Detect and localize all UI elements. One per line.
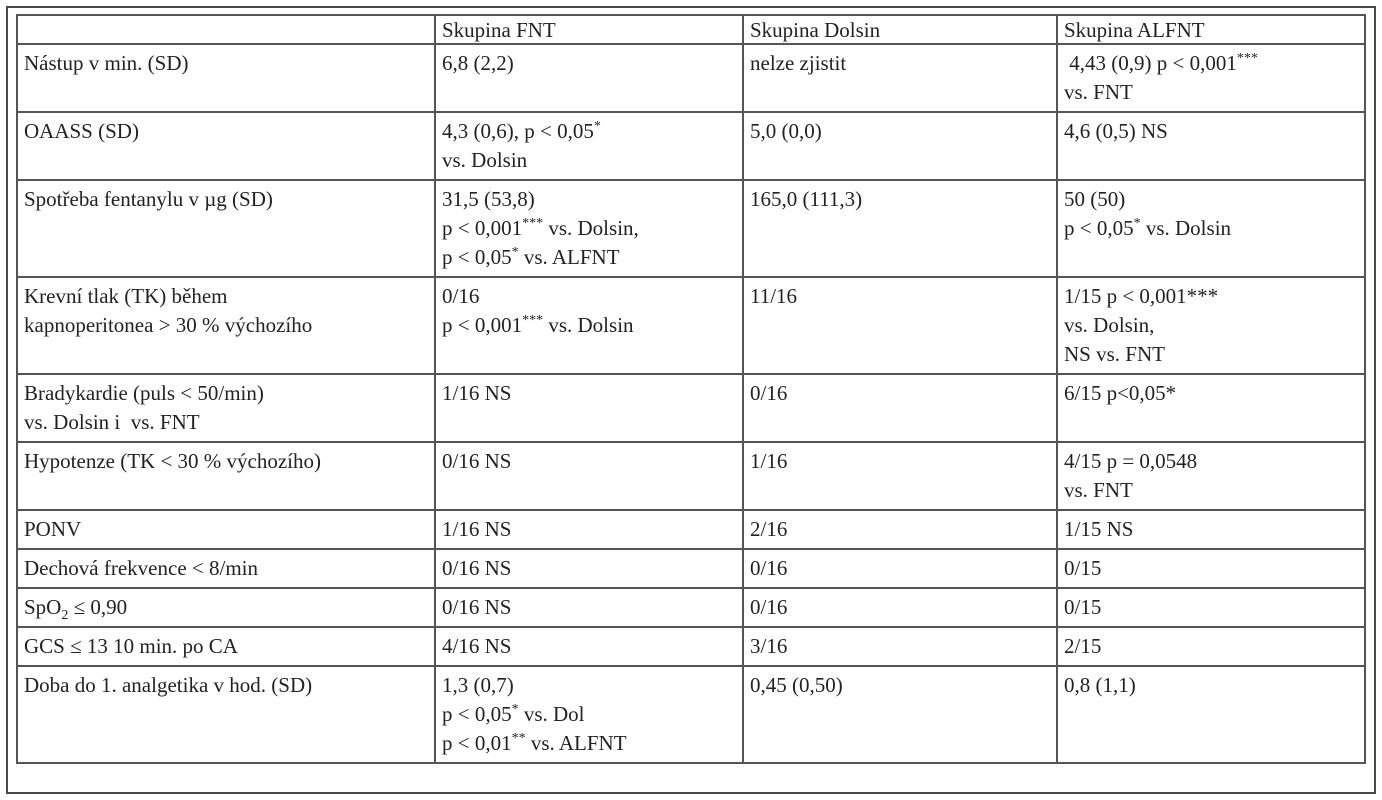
cell-text: 4,3 (0,6), p < 0,05 — [442, 119, 594, 143]
cell-text: SpO — [24, 595, 62, 619]
cell-alfnt — [1057, 442, 1365, 510]
cell-line: vs. Dolsin, — [1064, 313, 1155, 337]
cell-line: vs. Dolsin i vs. FNT — [24, 410, 200, 434]
table-row — [17, 510, 1365, 549]
table-row — [17, 442, 1365, 510]
row-label: Doba do 1. analgetika v hod. (SD) — [17, 666, 435, 763]
significance-mark: *** — [522, 313, 544, 328]
cell-dolsin: 0,45 (0,50) — [743, 666, 1057, 763]
cell-fnt: 0/16 NS — [435, 442, 743, 510]
cell-line: 50 (50) — [1064, 187, 1126, 211]
cell-fnt: 1/16 NS — [435, 374, 743, 442]
cell-fnt — [435, 277, 743, 374]
cell-alfnt — [1057, 180, 1365, 277]
cell-line: 1/15 p < 0,001*** — [1064, 284, 1219, 308]
cell-text: 4,43 (0,9) p < 0,001 — [1069, 51, 1237, 75]
cell-dolsin: 3/16 — [743, 627, 1057, 666]
cell-text: vs. Dolsin — [543, 313, 634, 337]
cell-line — [442, 214, 736, 243]
cell-line: vs. Dolsin — [442, 148, 528, 172]
cell-line — [442, 243, 736, 272]
table-row — [17, 666, 1365, 763]
cell-dolsin: 5,0 (0,0) — [743, 112, 1057, 180]
cell-dolsin: 2/16 — [743, 510, 1057, 549]
significance-mark: * — [511, 245, 519, 260]
cell-line: 4/15 p = 0,0548 — [1064, 449, 1198, 473]
significance-mark: *** — [1236, 51, 1258, 66]
cell-text: p < 0,05 — [1064, 216, 1134, 240]
significance-mark: *** — [522, 216, 544, 231]
cell-line — [1064, 214, 1358, 243]
cell-alfnt: 6/15 p<0,05* — [1057, 374, 1365, 442]
cell-dolsin: 0/16 — [743, 588, 1057, 627]
cell-alfnt: 0/15 — [1057, 549, 1365, 588]
cell-text: vs. Dolsin, — [543, 216, 639, 240]
cell-text: vs. ALFNT — [518, 245, 620, 269]
cell-fnt: 0/16 NS — [435, 588, 743, 627]
header-empty-cell — [17, 15, 435, 44]
cell-alfnt: 0,8 (1,1) — [1057, 666, 1365, 763]
header-row — [17, 15, 1365, 44]
cell-line: NS vs. FNT — [1064, 342, 1165, 366]
cell-alfnt — [1057, 277, 1365, 374]
cell-text: p < 0,01 — [442, 731, 512, 755]
cell-fnt — [435, 112, 743, 180]
cell-alfnt — [1057, 44, 1365, 112]
cell-dolsin: 11/16 — [743, 277, 1057, 374]
significance-mark: * — [511, 702, 519, 717]
significance-mark: * — [1133, 216, 1141, 231]
cell-line: vs. FNT — [1064, 80, 1133, 104]
header-fnt: Skupina FNT — [435, 15, 743, 44]
significance-mark: * — [593, 119, 601, 134]
cell-line — [442, 311, 736, 340]
cell-fnt — [435, 666, 743, 763]
row-label: Dechová frekvence < 8/min — [17, 549, 435, 588]
cell-fnt: 0/16 NS — [435, 549, 743, 588]
table-row — [17, 44, 1365, 112]
cell-text: vs. Dolsin — [1140, 216, 1232, 240]
cell-text: p < 0,05 — [442, 702, 512, 726]
cell-dolsin: 165,0 (111,3) — [743, 180, 1057, 277]
cell-line: Krevní tlak (TK) během — [24, 284, 228, 308]
header-dolsin: Skupina Dolsin — [743, 15, 1057, 44]
row-label: OAASS (SD) — [17, 112, 435, 180]
row-label: Nástup v min. (SD) — [17, 44, 435, 112]
table-row — [17, 374, 1365, 442]
cell-fnt: 6,8 (2,2) — [435, 44, 743, 112]
table-row — [17, 627, 1365, 666]
subscript: 2 — [61, 608, 69, 623]
cell-text: p < 0,001 — [442, 216, 523, 240]
cell-fnt: 4/16 NS — [435, 627, 743, 666]
table-row — [17, 549, 1365, 588]
cell-line: vs. FNT — [1064, 478, 1133, 502]
row-label — [17, 277, 435, 374]
cell-dolsin: 1/16 — [743, 442, 1057, 510]
cell-line — [442, 700, 736, 729]
cell-alfnt: 0/15 — [1057, 588, 1365, 627]
cell-text: p < 0,001 — [442, 313, 523, 337]
cell-line: 1,3 (0,7) — [442, 673, 514, 697]
row-label: PONV — [17, 510, 435, 549]
significance-mark: ** — [511, 731, 526, 746]
cell-text: p < 0,05 — [442, 245, 512, 269]
cell-text: ≤ 0,90 — [68, 595, 128, 619]
row-label: Hypotenze (TK < 30 % výchozího) — [17, 442, 435, 510]
row-label — [17, 588, 435, 627]
cell-fnt — [435, 180, 743, 277]
table-row — [17, 588, 1365, 627]
cell-alfnt: 2/15 — [1057, 627, 1365, 666]
cell-line — [442, 729, 736, 758]
cell-dolsin: nelze zjistit — [743, 44, 1057, 112]
header-alfnt: Skupina ALFNT — [1057, 15, 1365, 44]
cell-fnt: 1/16 NS — [435, 510, 743, 549]
table-row — [17, 180, 1365, 277]
cell-text: vs. Dol — [518, 702, 585, 726]
row-label: GCS ≤ 13 10 min. po CA — [17, 627, 435, 666]
table-row — [17, 277, 1365, 374]
cell-dolsin: 0/16 — [743, 374, 1057, 442]
cell-line: kapnoperitonea > 30 % výchozího — [24, 313, 313, 337]
cell-dolsin: 0/16 — [743, 549, 1057, 588]
cell-alfnt: 1/15 NS — [1057, 510, 1365, 549]
cell-alfnt: 4,6 (0,5) NS — [1057, 112, 1365, 180]
cell-line — [442, 117, 736, 146]
cell-text: vs. ALFNT — [525, 731, 627, 755]
row-label — [17, 374, 435, 442]
row-label: Spotřeba fentanylu v µg (SD) — [17, 180, 435, 277]
results-table — [16, 14, 1366, 764]
table-row — [17, 112, 1365, 180]
cell-line: Bradykardie (puls < 50/min) — [24, 381, 264, 405]
cell-line: 31,5 (53,8) — [442, 187, 535, 211]
cell-line: 0/16 — [442, 284, 480, 308]
cell-line — [1064, 49, 1358, 78]
